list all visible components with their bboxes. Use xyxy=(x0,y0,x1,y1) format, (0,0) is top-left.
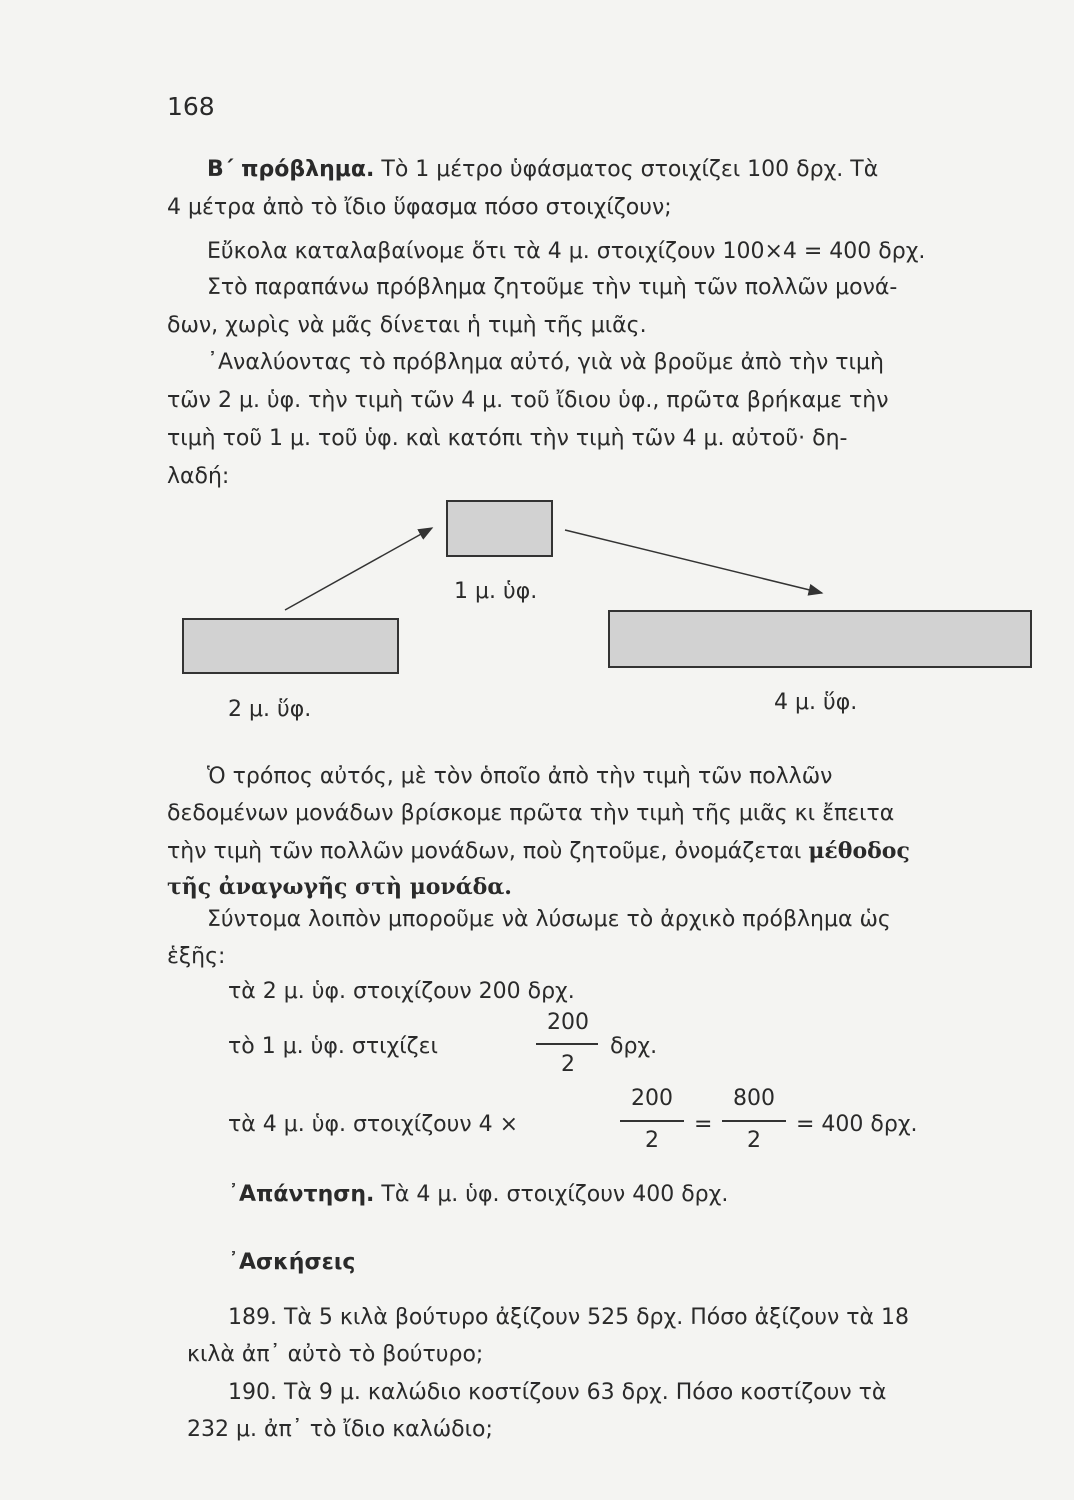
problem-line-2: 4 μέτρα ἀπὸ τὸ ἴδιο ὕφασμα πόσο στοιχίζουν; xyxy=(167,195,672,220)
method-line-3 xyxy=(167,836,910,867)
calc-row-2-fraction-bar xyxy=(536,1043,598,1045)
four-metres-fabric-box xyxy=(608,610,1032,668)
one-metre-fabric-box xyxy=(446,500,553,557)
paragraph-2-line-1: Στὸ παραπάνω πρόβλημα ζητοῦμε τὴν τιμὴ τῶν πολλῶν μονά- xyxy=(207,275,898,300)
paragraph-3-line-2: τῶν 2 μ. ὑφ. τὴν τιμὴ τῶν 4 μ. τοῦ ἴδιου ὑφ., πρῶτα βρήκαμε τὴν xyxy=(167,388,889,413)
calc-row-3-result: = 400 δρχ. xyxy=(796,1112,918,1137)
exercise-190-line-2: 232 μ. ἀπ᾿ τὸ ἴδιο καλώδιο; xyxy=(187,1417,493,1442)
short-solution-line-2: ἑξῆς: xyxy=(167,944,226,969)
method-term-part-1: μέθοδος xyxy=(808,838,910,864)
problem-line-1 xyxy=(207,155,878,185)
calc-row-2-denominator: 2 xyxy=(561,1052,575,1077)
two-metres-fabric-box xyxy=(182,618,399,674)
calc-row-2-numerator: 200 xyxy=(547,1010,589,1035)
calc-row-3-fraction-bar-1 xyxy=(620,1120,684,1122)
calc-row-2-unit: δρχ. xyxy=(610,1034,658,1059)
label-four-metres: 4 μ. ὕφ. xyxy=(774,690,858,715)
calc-row-3-text: τὰ 4 μ. ὑφ. στοιχίζουν 4 × xyxy=(228,1112,519,1137)
method-line-1: Ὁ τρόπος αὐτός, μὲ τὸν ὁποῖο ἀπὸ τὴν τιμὴ τῶν πολλῶν xyxy=(207,764,833,789)
calc-row-3-denominator-1: 2 xyxy=(645,1128,659,1153)
exercise-189-line-2: κιλὰ ἀπ᾿ αὐτὸ τὸ βούτυρο; xyxy=(187,1342,484,1367)
method-term-part-2: τῆς ἀναγωγῆς στὴ μονάδα. xyxy=(167,874,512,900)
calc-row-2-text: τὸ 1 μ. ὑφ. στιχίζει xyxy=(228,1034,438,1059)
label-one-metre: 1 μ. ὑφ. xyxy=(454,579,538,604)
exercise-189-line-1: 189. Τὰ 5 κιλὰ βούτυρο ἀξίζουν 525 δρχ. Πόσο ἀξίζουν τὰ 18 xyxy=(228,1305,909,1330)
calc-row-1: τὰ 2 μ. ὑφ. στοιχίζουν 200 δρχ. xyxy=(228,979,575,1004)
paragraph-3-line-4: λαδή: xyxy=(167,464,230,489)
label-two-metres: 2 μ. ὕφ. xyxy=(228,697,312,722)
problem-heading: Β΄ πρόβλημα. xyxy=(207,157,375,182)
paragraph-3-line-1: ᾿Αναλύοντας τὸ πρόβλημα αὐτό, γιὰ νὰ βροῦμε ἀπὸ τὴν τιμὴ xyxy=(207,350,884,375)
arrow-to-four-metres xyxy=(565,530,822,593)
problem-statement: Τὸ 1 μέτρο ὑφάσματος στοιχίζει 100 δρχ. Τὰ xyxy=(381,157,879,182)
calc-row-3-equals: = xyxy=(694,1112,713,1137)
short-solution-line-1: Σύντομα λοιπὸν μποροῦμε νὰ λύσωμε τὸ ἀρχικὸ πρόβλημα ὡς xyxy=(207,907,891,932)
calc-row-3-denominator-2: 2 xyxy=(747,1128,761,1153)
calc-row-3-numerator-2: 800 xyxy=(733,1086,775,1111)
calc-row-3-fraction-bar-2 xyxy=(722,1120,786,1122)
method-line-3-text: τὴν τιμὴ τῶν πολλῶν μονάδων, ποὺ ζητοῦμε, ὀνομάζεται xyxy=(167,839,802,864)
unit-method-diagram xyxy=(170,490,1050,740)
answer-label: ᾿Απάντηση. xyxy=(228,1182,375,1207)
answer-line xyxy=(228,1180,728,1210)
exercises-heading: ᾿Ασκήσεις xyxy=(228,1250,356,1275)
exercise-190-line-1: 190. Τὰ 9 μ. καλώδιο κοστίζουν 63 δρχ. Πόσο κοστίζουν τὰ xyxy=(228,1380,887,1405)
paragraph-1: Εὔκολα καταλαβαίνομε ὅτι τὰ 4 μ. στοιχίζουν 100×4 = 400 δρχ. xyxy=(207,239,926,264)
method-line-2: δεδομένων μονάδων βρίσκομε πρῶτα τὴν τιμὴ τῆς μιᾶς κι ἔπειτα xyxy=(167,801,895,826)
arrow-to-one-metre xyxy=(285,528,432,610)
calc-row-3-numerator-1: 200 xyxy=(631,1086,673,1111)
paragraph-3-line-3: τιμὴ τοῦ 1 μ. τοῦ ὑφ. καὶ κατόπι τὴν τιμὴ τῶν 4 μ. αὐτοῦ· δη- xyxy=(167,426,848,451)
paragraph-2-line-2: δων, χωρὶς νὰ μᾶς δίνεται ἡ τιμὴ τῆς μιᾶς. xyxy=(167,313,647,338)
answer-text: Τὰ 4 μ. ὑφ. στοιχίζουν 400 δρχ. xyxy=(381,1182,729,1207)
page-number: 168 xyxy=(167,92,215,121)
